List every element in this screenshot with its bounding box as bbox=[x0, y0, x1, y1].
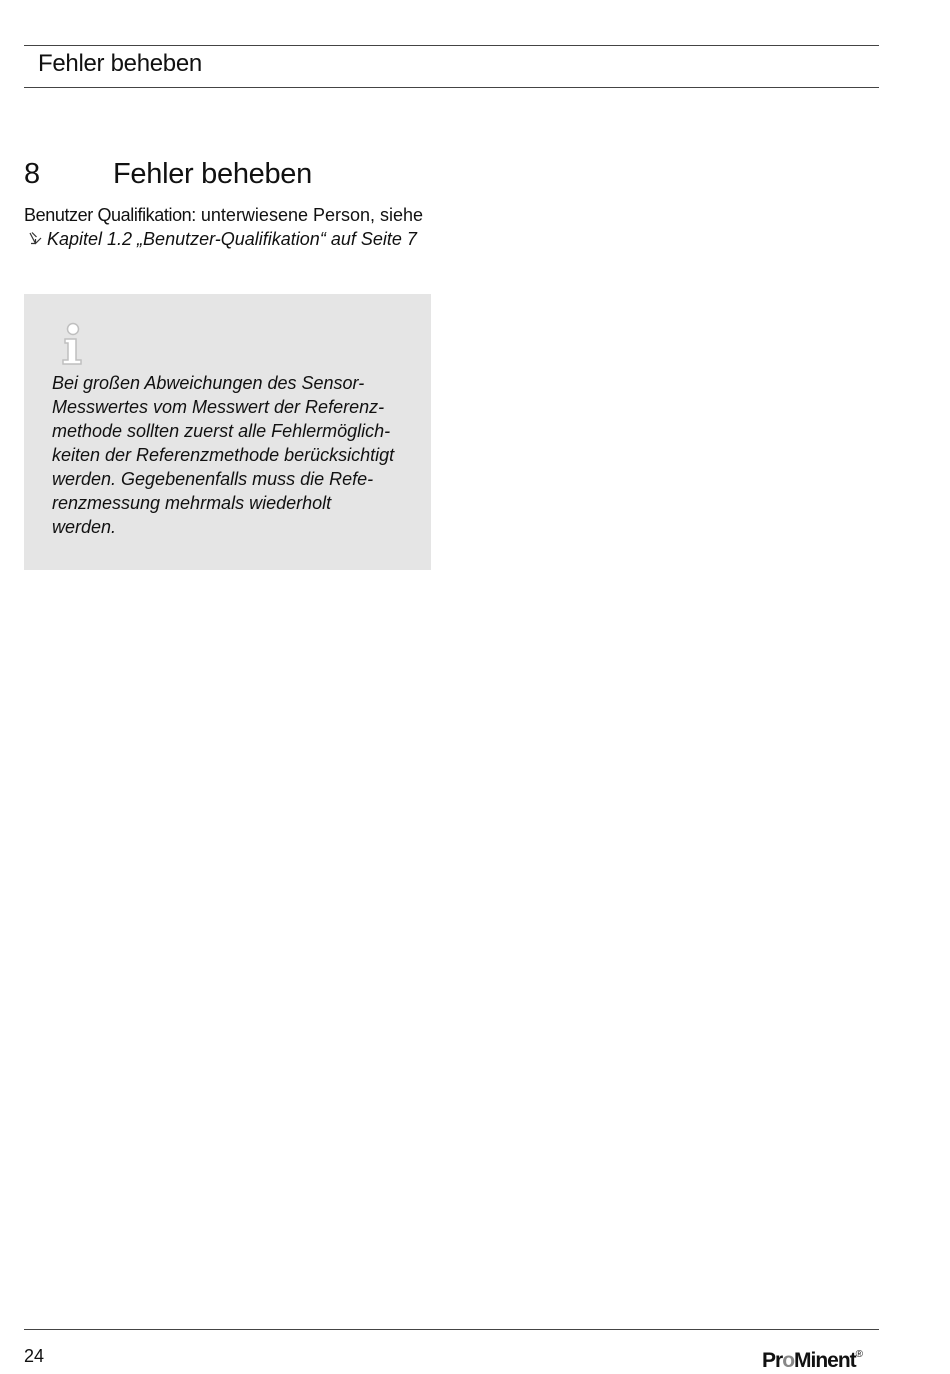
header-top-rule bbox=[24, 45, 879, 46]
info-box-text: Bei großen Abweichungen des Sensor- Messwertes vom Messwert der Referenz- methode sollten zuerst alle Fehlermöglich- keiten der Referenzmethode berücksichtigt werden. Gegebenenfalls muss die Refe- renzmessung mehrmals wiederholt werden. bbox=[52, 373, 395, 537]
brand-logo-part-3: Minent bbox=[794, 1349, 856, 1372]
running-header: Fehler beheben bbox=[38, 50, 202, 77]
qualification-value: unterwiesene Person, siehe bbox=[195, 205, 424, 225]
brand-logo-part-2: o bbox=[782, 1349, 795, 1372]
brand-logo-part-1: Pr bbox=[762, 1349, 783, 1372]
footer-rule bbox=[24, 1329, 879, 1330]
header-bottom-rule bbox=[24, 87, 879, 88]
qualification-paragraph bbox=[24, 203, 424, 251]
registered-mark: ® bbox=[855, 1349, 864, 1360]
cross-reference-link[interactable]: Kapitel 1.2 „Benutzer-Qualifikation“ auf Seite 7 bbox=[47, 229, 417, 249]
page-number: 24 bbox=[24, 1346, 45, 1366]
brand-logo bbox=[762, 1342, 863, 1374]
chapter-number: 8 bbox=[24, 158, 41, 190]
info-icon bbox=[60, 322, 86, 366]
qualification-label: Benutzer Qualifikation: bbox=[24, 205, 196, 225]
cross-reference-arrow-icon bbox=[28, 228, 43, 243]
chapter-title: Fehler beheben bbox=[113, 158, 312, 190]
